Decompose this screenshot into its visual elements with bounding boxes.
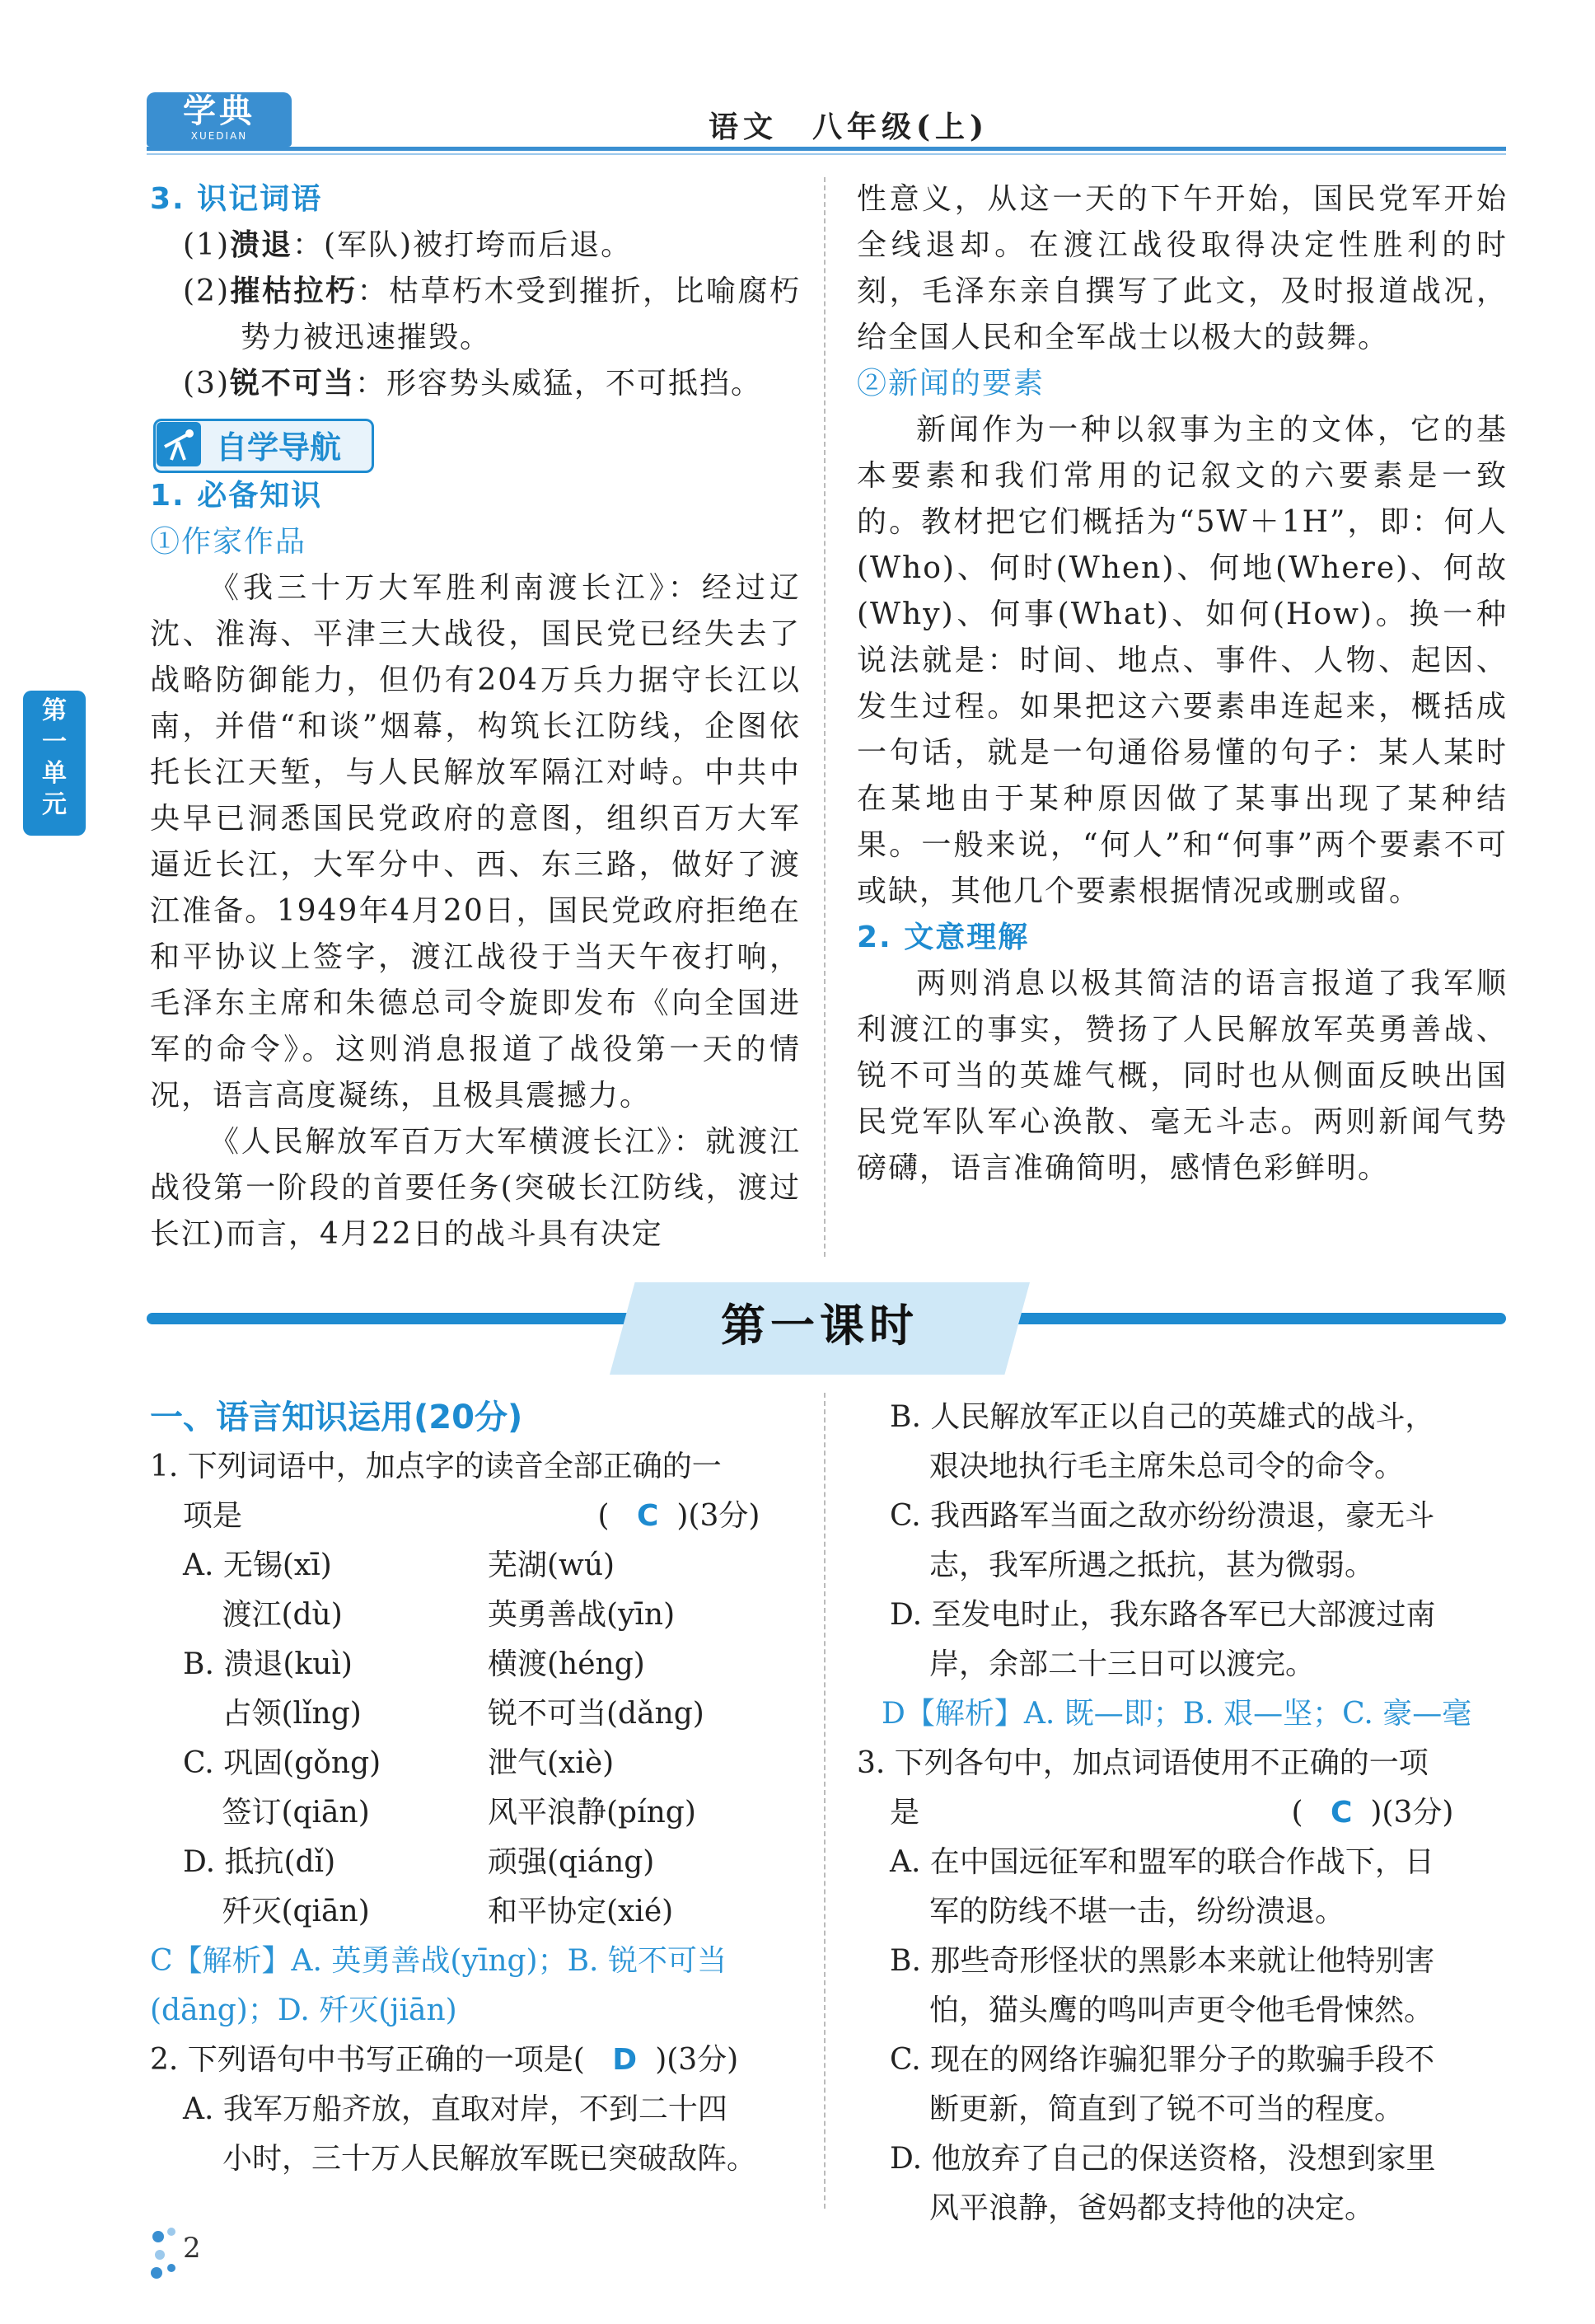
telescope-icon <box>157 422 201 466</box>
q2-stem-text: 2. 下列语句中书写正确的一项是( <box>150 2043 585 2077</box>
q1-option-row <box>150 1788 801 1838</box>
q1-paren: ( <box>597 1499 610 1533</box>
q1-stem-text-2: 项是 <box>183 1499 243 1533</box>
q3-option-b-2: 怕，猫头鹰的鸣叫声更令他毛骨悚然。 <box>929 1994 1434 2027</box>
q1-explanation: C【解析】A. 英勇善战(yīng)；B. 锐不可当 <box>150 1944 727 1978</box>
q1-option-cell: 签订(qiān) <box>183 1796 370 1830</box>
q1-options <box>150 1541 801 1937</box>
q1-option-row <box>150 1541 801 1591</box>
logo-text: 学典 <box>183 91 255 130</box>
column-divider-top <box>824 177 826 1257</box>
q3-option-c-2: 断更新，简直到了锐不可当的程度。 <box>929 2092 1405 2126</box>
news-elements-paragraph: 新闻作为一种以叙事为主的文体，它的基本要素和我们常用的记叙文的六要素是一致的。教材把它们概括为“5W＋1H”，即：何人(Who)、何时(When)、何地(Where)、何故(Why)、何事(What)、如何(How)。换一种说法就是：时间、地点、事件、人物、起因、发生过程。如果把这六要素串连起来，概括成一句话，就是一句通俗易懂的句子：某人某时在某地由于某种原因做了某事出现了某种结果。一般来说，“何人”和“何事”两个要素不可或缺，其他几个要素根据情况或删或留。 <box>857 413 1508 908</box>
works-paragraph-cont: 性意义，从这一天的下午开始，国民党军开始全线退却。在渡江战役取得决定性胜利的时刻，毛泽东亲自撰写了此文，及时报道战况，给全国人民和全军战士以极大的鼓舞。 <box>857 182 1508 354</box>
q1-option-cell: B. 溃退(kuì) <box>183 1647 353 1681</box>
q3-option-b: B. 那些奇形怪状的黑影本来就让他特别害 <box>890 1944 1435 1978</box>
q1-answer: C <box>636 1499 659 1533</box>
vocab-def: ：枯草朽木受到摧折，比喻腐朽势力被迅速摧毁。 <box>241 274 801 354</box>
vocab-item <box>150 269 801 361</box>
q3-answer: C <box>1330 1796 1353 1830</box>
q1-option-row <box>150 1591 801 1640</box>
left-knowledge-column <box>150 473 801 1258</box>
unit-side-tab <box>23 691 86 836</box>
q1-option-cell: 泄气(xiè) <box>488 1746 615 1780</box>
q2-option-b-2: 艰决地执行毛主席朱总司令的命令。 <box>929 1450 1405 1483</box>
q1-option-cell: A. 无锡(xī) <box>183 1549 332 1582</box>
q2-score: )(3分) <box>655 2043 739 2077</box>
news-elements-subheading: ②新闻的要素 <box>857 367 1045 401</box>
q1-explanation-2: (dāng)；D. 歼灭(jiān) <box>150 1994 457 2027</box>
q1-option-cell: 横渡(héng) <box>488 1647 645 1681</box>
q1-score: )(3分) <box>676 1499 760 1533</box>
works-paragraph-2: 《人民解放军百万大军横渡长江》：就渡江战役第一阶段的首要任务(突破长江防线，渡过长江)而言，4月22日的战斗具有决定 <box>150 1125 801 1251</box>
self-study-label: 自学导航 <box>216 429 342 466</box>
item-number: (3) <box>183 367 230 401</box>
header-rule-thin <box>147 153 1506 155</box>
left-top-column <box>150 176 801 407</box>
q3-option-d: D. 他放弃了自己的保送资格，没想到家里 <box>890 2142 1436 2176</box>
q2-explanation: D【解析】A. 既—即；B. 艰—坚；C. 豪—毫 <box>882 1697 1472 1731</box>
q1-option-cell: 歼灭(qiān) <box>183 1895 370 1928</box>
q1-option-cell: D. 抵抗(dǐ) <box>183 1845 336 1879</box>
q3-paren: ( <box>1291 1796 1303 1830</box>
item-number: (2) <box>183 274 230 308</box>
q1-option-cell: 渡江(dù) <box>183 1598 343 1632</box>
section-heading: 3. 识记词语 <box>150 182 323 216</box>
q3-stem: 3. 下列各句中，加点词语使用不正确的一项 <box>857 1746 1429 1780</box>
left-bottom-column <box>150 1393 801 2184</box>
vocab-def: ：形容势头威猛，不可抵挡。 <box>355 367 763 401</box>
q1-option-cell: 英勇善战(yīn) <box>488 1598 676 1632</box>
q1-option-cell: 顽强(qiáng) <box>488 1845 655 1879</box>
logo-subtext: XUEDIAN <box>190 130 248 142</box>
vocab-def: ：(军队)被打垮而后退。 <box>292 228 633 262</box>
q1-option-cell: 锐不可当(dǎng) <box>488 1697 704 1731</box>
item-number: (1) <box>183 228 230 262</box>
page-title: 语文 八年级(上) <box>709 110 989 144</box>
brand-logo <box>147 92 292 147</box>
column-divider-bottom <box>824 1393 826 2209</box>
q2-option-c-2: 志，我军所遇之抵抗，甚为微弱。 <box>929 1549 1375 1582</box>
q1-option-row <box>150 1838 801 1887</box>
q1-option-row <box>150 1640 801 1689</box>
q3-score: )(3分) <box>1370 1796 1454 1830</box>
q3-stem-line2 <box>857 1788 1508 1838</box>
q2-option-d: D. 至发电时止，我东路各军已大部渡过南 <box>890 1598 1436 1632</box>
works-subheading: ①作家作品 <box>150 525 307 559</box>
right-bottom-column <box>857 1393 1508 2233</box>
q2-option-d-2: 岸，余部二十三日可以渡完。 <box>929 1647 1316 1681</box>
knowledge-heading: 1. 必备知识 <box>150 479 323 513</box>
vocab-term: 摧枯拉朽 <box>230 274 358 308</box>
q1-option-cell: 和平协定(xié) <box>488 1895 674 1928</box>
lesson-banner-title: 第一课时 <box>721 1300 919 1352</box>
comprehension-heading: 2. 文意理解 <box>857 921 1030 954</box>
q1-option-cell: 占领(lǐng) <box>183 1697 362 1731</box>
q2-option-c: C. 我西路军当面之敌亦纷纷溃退，豪无斗 <box>890 1499 1435 1533</box>
vocab-item <box>150 361 801 407</box>
header-rule <box>147 147 1506 151</box>
works-paragraph-1: 《我三十万大军胜利南渡长江》：经过辽沈、淮海、平津三大战役，国民党已经失去了战略防御能力，但仍有204万兵力据守长江以南，并借“和谈”烟幕，构筑长江防线，企图依托长江天堑，与人民解放军隔江对峙。中共中央早已洞悉国民党政府的意图，组织百万大军逼近长江，大军分中、西、东三路，做好了渡江准备。1949年4月20日，国民党政府拒绝在和平协议上签字，渡江战役于当天午夜打响，毛泽东主席和朱德总司令旋即发布《向全国进军的命令》。这则消息报道了战役第一天的情况，语言高度凝练，且极具震撼力。 <box>150 571 801 1113</box>
q1-option-row <box>150 1689 801 1739</box>
q1-stem-text: 1. 下列词语中，加点字的读音全部正确的一 <box>150 1450 722 1483</box>
q1-option-cell: 芜湖(wú) <box>488 1549 615 1582</box>
q1-option-row <box>150 1739 801 1788</box>
q1-stem <box>150 1442 801 1492</box>
q2-stem <box>150 2036 801 2085</box>
unit-label: 第一单元 <box>42 696 67 819</box>
part-title: 一、语言知识运用(20分) <box>150 1399 523 1436</box>
q1-option-cell: C. 巩固(gǒng) <box>183 1746 381 1780</box>
vocab-item <box>150 223 801 269</box>
comprehension-paragraph: 两则消息以极其简洁的语言报道了我军顺利渡江的事实，赞扬了人民解放军英勇善战、锐不可当的英雄气概，同时也从侧面反映出国民党军队军心涣散、毫无斗志。两则新闻气势磅礴，语言准确简明，感情色彩鲜明。 <box>857 967 1508 1185</box>
q2-option-b: B. 人民解放军正以自己的英雄式的战斗， <box>890 1400 1435 1434</box>
q2-option-a: A. 我军万船齐放，直取对岸，不到二十四 <box>183 2092 727 2126</box>
right-top-column <box>857 176 1508 1192</box>
q3-option-c: C. 现在的网络诈骗犯罪分子的欺骗手段不 <box>890 2043 1435 2077</box>
page-number: 2 <box>183 2232 201 2265</box>
q3-option-a-2: 军的防线不堪一击，纷纷溃退。 <box>929 1895 1345 1928</box>
vocab-term: 锐不可当 <box>230 367 356 401</box>
q1-stem-line2 <box>150 1492 801 1541</box>
q3-stem-text-2: 是 <box>890 1796 920 1830</box>
q1-option-row <box>150 1887 801 1937</box>
q3-option-a: A. 在中国远征军和盟军的联合作战下，日 <box>890 1845 1434 1879</box>
q2-option-a-2: 小时，三十万人民解放军既已突破敌阵。 <box>222 2142 757 2176</box>
q1-option-cell: 风平浪静(píng) <box>488 1796 696 1830</box>
q2-answer: D <box>612 2043 638 2077</box>
vocab-term: 溃退 <box>230 228 293 262</box>
q3-option-d-2: 风平浪静，爸妈都支持他的决定。 <box>929 2191 1375 2225</box>
